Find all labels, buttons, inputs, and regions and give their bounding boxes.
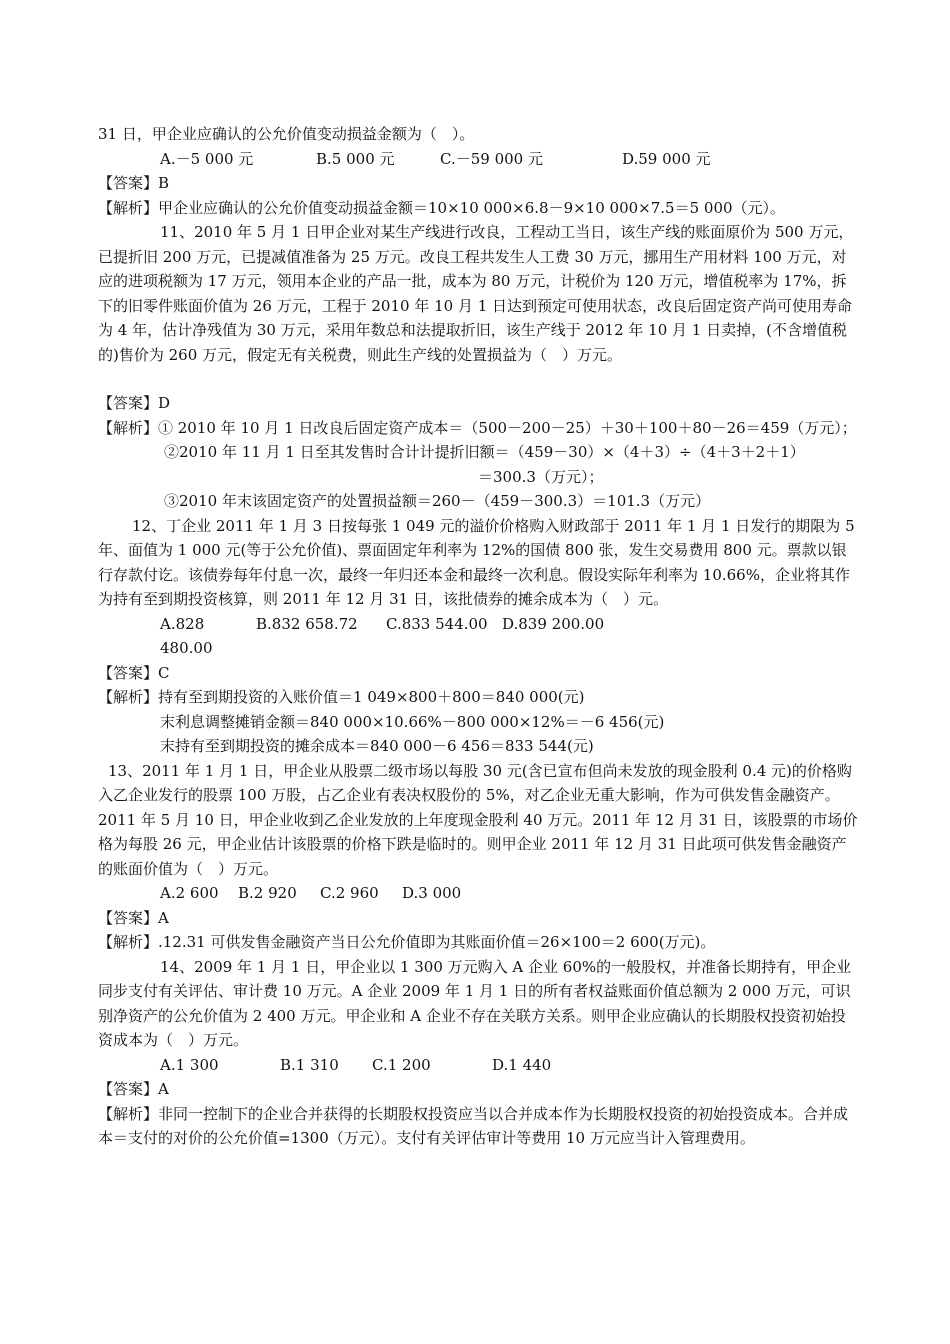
spacer bbox=[98, 367, 858, 391]
q13-analysis: 【解析】.12.31 可供发售金融资产当日公允价值即为其账面价值＝26×100＝2 600(万元)。 bbox=[98, 933, 716, 951]
q10-option-a: A.－5 000 元 bbox=[160, 149, 254, 168]
q12-answer: 【答案】C bbox=[98, 663, 170, 682]
q11-analysis-3: ③2010 年末该固定资产的处置损益额＝260－（459－300.3）＝101.3（万元） bbox=[164, 492, 711, 510]
document-page bbox=[98, 122, 858, 1151]
q14-option-d: D.1 440 bbox=[492, 1055, 552, 1074]
q13-options bbox=[98, 881, 858, 906]
q10-option-b: B.5 000 元 bbox=[316, 149, 395, 168]
q10-option-c: C.－59 000 元 bbox=[440, 149, 543, 168]
q12-text: 12、丁企业 2011 年 1 月 3 日按每张 1 049 元的溢价价格购入财政部于 2011 年 1 月 1 日发行的期限为 5 年、面值为 1 000 元(等于公允价值)、票面固定年利率为 12%的国债 800 张，发生交易费用 800 元。票款以银行存款付讫。该债券每年付息一次，最终一年归还本金和最终一次利息。假设实际年利率为 10.66%，企业将其作为持有至到期投资核算，则 2011 年 12 月 31 日，该批债券的摊余成本为（ ）元。 bbox=[98, 516, 855, 608]
q14-option-b: B.1 310 bbox=[280, 1055, 339, 1074]
q14-options bbox=[98, 1053, 858, 1078]
q13-option-b: B.2 920 bbox=[238, 884, 297, 902]
q12-options bbox=[98, 612, 858, 661]
q10-options bbox=[98, 147, 858, 172]
q12-option-d: D.839 200.00 bbox=[502, 614, 605, 633]
q13-option-d: D.3 000 bbox=[402, 884, 462, 902]
q13-option-a: A.2 600 bbox=[160, 884, 219, 902]
q11-analysis-2: ②2010 年 11 月 1 日至其发售时合计计提折旧额＝（459－30）×（4＋3）÷（4＋3＋2＋1） bbox=[164, 443, 805, 461]
q14-answer: 【答案】A bbox=[98, 1080, 169, 1098]
q12-analysis-2: 末利息调整摊销金额＝840 000×10.66%－800 000×12%＝－6 456(元) bbox=[160, 712, 665, 731]
q12-analysis-1: 【解析】持有至到期投资的入账价值＝1 049×800＋800＝840 000(元) bbox=[98, 688, 585, 706]
q13-text: 13、2011 年 1 月 1 日，甲企业从股票二级市场以每股 30 元(含已宣布但尚未发放的现金股利 0.4 元)的价格购入乙企业发行的股票 100 万股，占乙企业有表决权股份的 5%，对乙企业无重大影响，作为可供发售金融资产。2011 年 5 月 10 日，甲企业收到乙企业发放的上年度现金股利 40 万元。2011 年 12 月 31 日，该股票的市场价格为每股 26 元，甲企业估计该股票的价格下跌是临时的。则甲企业 2011 年 12 月 31 日此项可供发售金融资产的账面价值为（ ）万元。 bbox=[98, 761, 858, 878]
q11-answer: 【答案】D bbox=[98, 394, 171, 412]
q14-analysis: 【解析】非同一控制下的企业合并获得的长期股权投资应当以合并成本作为长期股权投资的初始投资成本。合并成本＝支付的对价的公允价值=1300（万元）。支付有关评估审计等费用 10 万元应当计入管理费用。 bbox=[98, 1104, 849, 1147]
q12-option-b: B.832 658.72 bbox=[256, 614, 358, 633]
q14-option-c: C.1 200 bbox=[372, 1055, 431, 1074]
q11-analysis-2b: ＝300.3（万元）； bbox=[478, 467, 604, 486]
q14-option-a: A.1 300 bbox=[160, 1055, 219, 1074]
q10-analysis: 【解析】甲企业应确认的公允价值变动损益金额＝10×10 000×6.8－9×10 000×7.5＝5 000（元）。 bbox=[98, 198, 786, 217]
q10-tail: 31 日，甲企业应确认的公允价值变动损益金额为（ ）。 bbox=[98, 125, 475, 143]
q10-answer: 【答案】B bbox=[98, 174, 170, 192]
q13-option-c: C.2 960 bbox=[320, 884, 379, 902]
q14-text: 14、2009 年 1 月 1 日，甲企业以 1 300 万元购入 A 企业 60%的一般股权，并准备长期持有，甲企业同步支付有关评估、审计费 10 万元。A 企业 2009 年 1 月 1 日的所有者权益账面价值总额为 2 000 万元，可识别净资产的公允价值为 2 400 万元。甲企业和 A 企业不存在关联方关系。则甲企业应确认的长期股权投资初始投资成本为（ ）万元。 bbox=[98, 957, 852, 1049]
q12-option-a: A.828 480.00 bbox=[160, 614, 213, 657]
q12-analysis-3: 末持有至到期投资的摊余成本＝840 000－6 456＝833 544(元) bbox=[160, 737, 594, 755]
q11-text: 11、2010 年 5 月 1 日甲企业对某生产线进行改良，工程动工当日，该生产线的账面原价为 500 万元，已提折旧 200 万元，已提减值准备为 25 万元。改良工程共发生人工费 30 万元，挪用生产用材料 100 万元，对应的进项税额为 17 万元，领用本企业的产品一批，成本为 80 万元，计税价为 120 万元，增值税率为 17%，拆下的旧零件账面价值为 26 万元，工程于 2010 年 10 月 1 日达到预定可使用状态，改良后固定资产尚可使用寿命为 4 年，估计净残值为 30 万元，采用年数总和法提取折旧，该生产线于 2012 年 10 月 1 日卖掉，(不含增值税的)售价为 260 万元，假定无有关税费，则此生产线的处置损益为（ ）万元。 bbox=[98, 223, 854, 364]
q11-analysis-1: 【解析】① 2010 年 10 月 1 日改良后固定资产成本＝（500－200－25）＋30＋100＋80－26＝459（万元）； bbox=[98, 418, 857, 437]
q12-option-c: C.833 544.00 bbox=[386, 614, 488, 633]
q10-option-d: D.59 000 元 bbox=[622, 149, 711, 168]
q13-answer: 【答案】A bbox=[98, 908, 169, 927]
